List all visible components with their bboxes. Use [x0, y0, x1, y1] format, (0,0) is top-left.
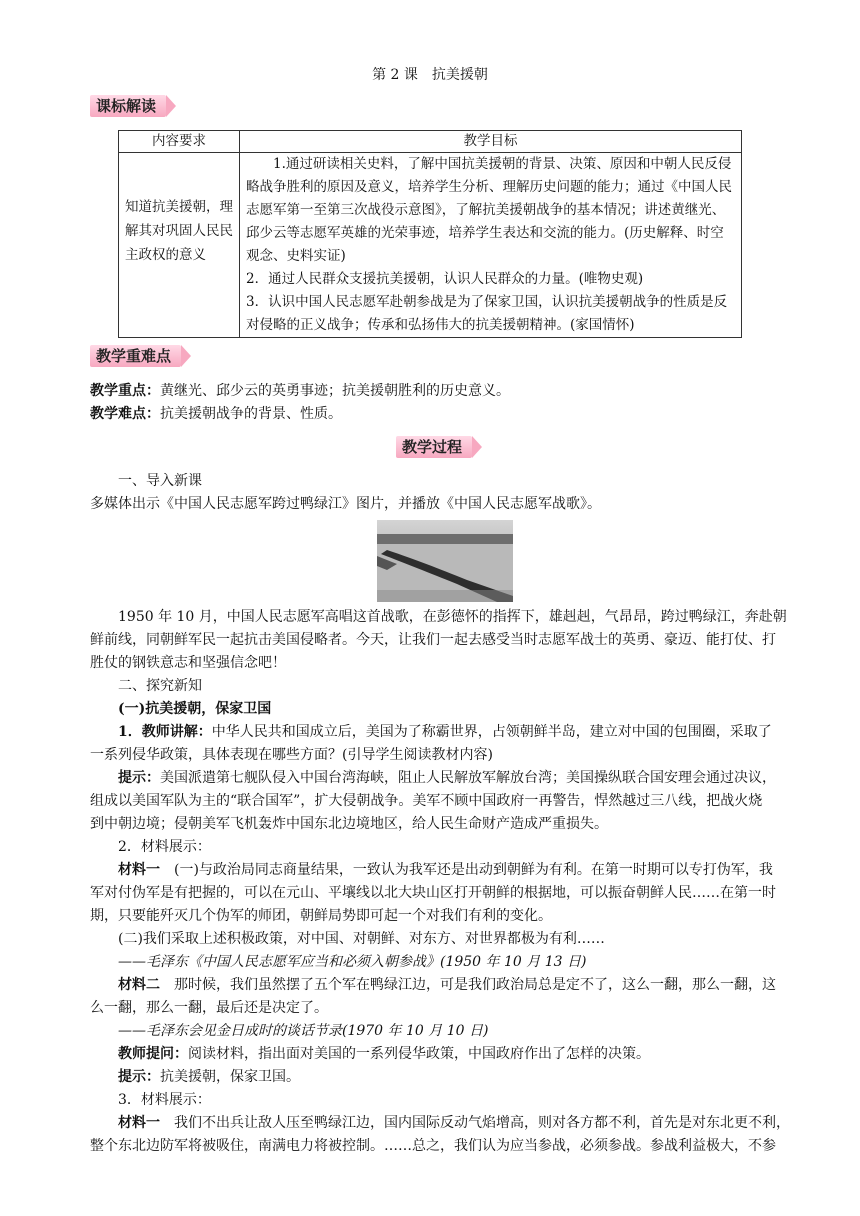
table-header-goals: 教学目标 [240, 131, 742, 153]
intro-paragraph-line: 1950 年 10 月，中国人民志愿军高唱这首战歌，在彭德怀的指挥下，雄赳赳，气昂昂，跨过鸭绿江，奔赴朝 [118, 609, 787, 625]
hint-line [90, 767, 802, 790]
hint-text: 美国派遣第七舰队侵入中国台湾海峡，阻止人民解放军解放台湾；美国操纵联合国安理会通过决议， [160, 770, 776, 786]
intro-paragraph-line: 胜仗的钢铁意志和坚强信念吧！ [90, 655, 286, 671]
difficulty-text: 抗美援朝战争的背景、性质。 [160, 406, 342, 422]
focus-label: 教学重点： [90, 383, 160, 399]
material-heading: 2．材料展示： [118, 839, 211, 855]
section-badge-process: 教学过程 [396, 436, 472, 458]
material-text: 我们不出兵让敌人压至鸭绿江边，国内国际反动气焰增高，则对各方都不利，首先是对东北更不利， [160, 1115, 790, 1131]
subsection-heading: (一)抗美援朝，保家卫国 [118, 701, 272, 717]
table-header-requirement: 内容要求 [119, 131, 240, 153]
material-line [90, 1112, 802, 1135]
section-heading: 一、导入新课 [118, 473, 202, 489]
section-badge-standard: 课标解读 [90, 95, 166, 117]
explanation-label: 1．教师讲解： [118, 724, 212, 740]
answer-hint [90, 1066, 802, 1089]
teacher-question [90, 1043, 802, 1066]
answer-text: 抗美援朝，保家卫国。 [160, 1069, 300, 1085]
intro-paragraph-line: 鲜前线，同朝鲜军民一起抗击美国侵略者。今天，让我们一起去感受当时志愿军战士的英勇、豪迈、能打仗、打 [90, 632, 776, 648]
hint-label: 提示： [118, 770, 160, 786]
difficulty-label: 教学难点： [90, 406, 160, 422]
explanation-line [90, 721, 802, 744]
material-line: 军对付伪军是有把握的，可以在元山、平壤线以北大块山区打开朝鲜的根据地，可以振奋朝鲜人民……在第一时 [90, 885, 776, 901]
answer-label: 提示： [118, 1069, 160, 1085]
lesson-title: 第 2 课 抗美援朝 [372, 67, 488, 83]
hint-line: 到中朝边境；侵朝美军飞机轰炸中国东北边境地区，给人民生命财产造成严重损失。 [90, 816, 608, 832]
goal-item: 3．认识中国人民志愿军赴朝参战是为了保家卫国，认识抗美援朝战争的性质是反对侵略的正义战争；传承和弘扬伟大的抗美援朝精神。(家国情怀) [246, 294, 728, 333]
material-text: 那时候，我们虽然摆了五个军在鸭绿江边，可是我们政治局总是定不了，这么一翻，那么一翻，这 [160, 977, 776, 993]
material-source: ——毛泽东会见金日成时的谈话节录(1970 年 10 月 10 日) [118, 1023, 489, 1039]
material-source: ——毛泽东《中国人民志愿军应当和必须入朝参战》(1950 年 10 月 13 日) [118, 954, 587, 970]
material-label: 材料二 [118, 977, 160, 993]
question-text: 阅读材料，指出面对美国的一系列侵华政策，中国政府作出了怎样的决策。 [188, 1046, 650, 1062]
teaching-difficulty [90, 403, 802, 426]
material-line: 期，只要能歼灭几个伪军的师团，朝鲜局势即可起一个对我们有利的变化。 [90, 908, 552, 924]
material-label: 材料一 [118, 1115, 160, 1131]
hint-line: 组成以美国军队为主的“联合国军”，扩大侵朝战争。美军不顾中国政府一再警告，悍然越过三八线，把战火烧 [90, 793, 763, 809]
material-line: 整个东北边防军将被吸住，南满电力将被控制。……总之，我们认为应当参战，必须参战。参战利益极大，不参 [90, 1138, 776, 1154]
explanation-text: 中华人民共和国成立后，美国为了称霸世界，占领朝鲜半岛，建立对中国的包围圈，采取了 [211, 724, 772, 740]
material-line: 么一翻，那么一翻，最后还是决定了。 [90, 1000, 328, 1016]
goals-cell [240, 153, 742, 338]
goal-item: 1.通过研读相关史料，了解中国抗美援朝的背景、决策、原因和中朝人民反侵略战争胜利的原因及意义，培养学生分析、理解历史问题的能力；通过《中国人民志愿军第一至第三次战役示意图》，了解抗美援朝战争的基本情况；讲述黄继光、邱少云等志愿军英雄的光荣事迹，培养学生表达和交流的能力。(历史解释、时空观念、史料实证) [246, 156, 732, 264]
intro-text: 多媒体出示《中国人民志愿军跨过鸭绿江》图片，并播放《中国人民志愿军战歌》。 [90, 496, 601, 512]
material-label: 材料一 [118, 862, 160, 878]
goals-table [118, 130, 742, 338]
focus-text: 黄继光、邱少云的英勇事迹；抗美援朝胜利的历史意义。 [160, 383, 510, 399]
material-line: (二)我们采取上述积极政策，对中国、对朝鲜、对东方、对世界都极为有利…… [118, 931, 605, 947]
material-text: (一)与政治局同志商量结果，一致认为我军还是出动到朝鲜为有利。在第一时期可以专打伪军，我 [160, 862, 773, 878]
goal-item: 2．通过人民群众支援抗美援朝，认识人民群众的力量。(唯物史观) [246, 271, 644, 287]
volunteers-crossing-yalu-photo [377, 520, 513, 602]
teaching-focus [90, 380, 802, 403]
section-heading: 二、探究新知 [118, 678, 202, 694]
material-line [90, 974, 802, 997]
question-label: 教师提问： [118, 1046, 188, 1062]
explanation-line: 一系列侵华政策，具体表现在哪些方面？(引导学生阅读教材内容) [90, 747, 493, 763]
section-badge-key-points: 教学重难点 [90, 345, 181, 367]
material-heading: 3．材料展示： [118, 1092, 211, 1108]
requirement-cell: 知道抗美援朝，理解其对巩固人民民主政权的意义 [119, 153, 240, 338]
material-line [90, 859, 802, 882]
